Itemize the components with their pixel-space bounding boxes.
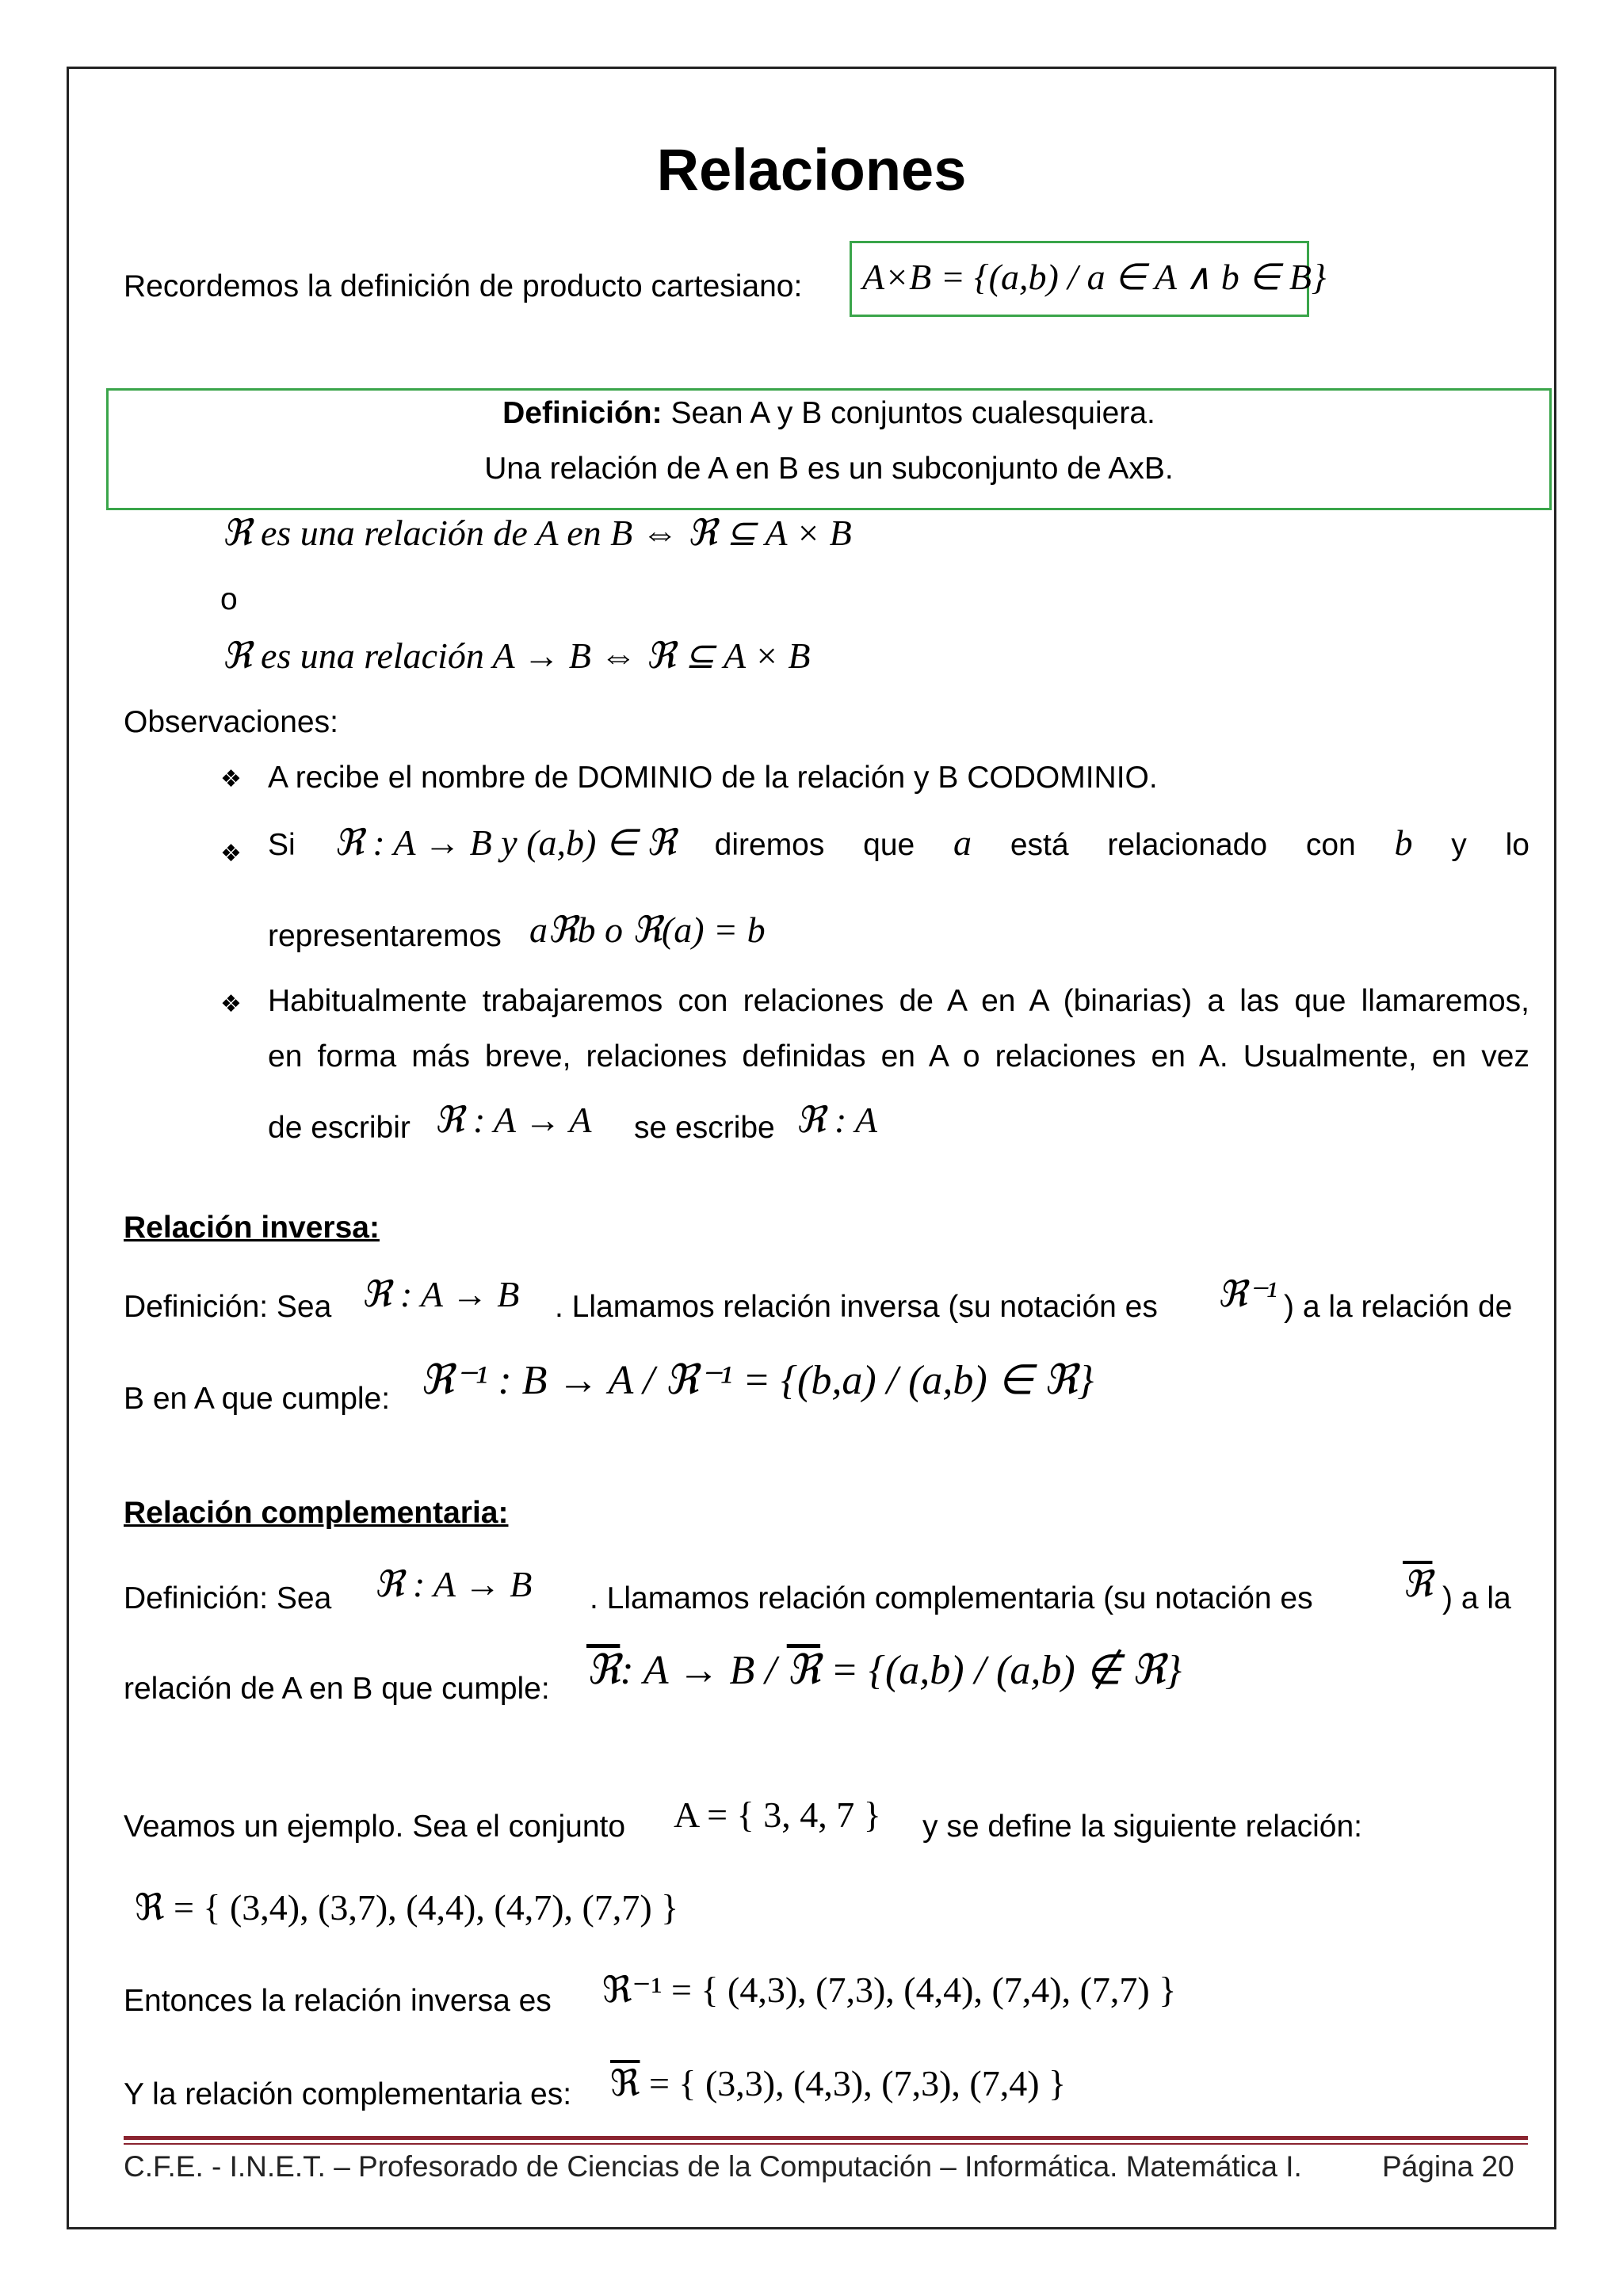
complement-symbol: ℜ: [586, 1648, 621, 1693]
inverse-line-1c: ) a la relación de: [1284, 1290, 1513, 1324]
observations-label: Observaciones:: [124, 705, 338, 739]
page-number: Página 20: [1382, 2150, 1514, 2183]
item2-word: está: [1010, 828, 1069, 862]
item3-line-1: Habitualmente trabajaremos con relaciones de A en A (binarias) a las que llamaremos,: [268, 984, 1529, 1018]
example-line-1a: Veamos un ejemplo. Sea el conjunto: [124, 1810, 626, 1844]
item2-word: que: [863, 828, 915, 862]
cartesian-formula: A×B = {(a,b) / a ∈ A ∧ b ∈ B}: [862, 257, 1327, 297]
bullet-icon: ❖: [220, 990, 242, 1018]
item2-word: relacionado: [1107, 828, 1268, 862]
complement-symbol: ℜ: [610, 2063, 640, 2103]
relation-def-formula-2: ℜ es una relación A → B ⇔ ℜ ⊆ A × B: [222, 635, 811, 676]
definition-line-1: [108, 396, 1550, 431]
inverse-symbol: ℜ⁻¹: [1217, 1274, 1277, 1314]
example-complement-text: Y la relación complementaria es:: [124, 2077, 572, 2111]
item2-var-b: b: [1394, 822, 1413, 863]
example-complement-formula: [610, 2061, 1066, 2104]
complement-formula-rest: = {(a,b) / (a,b) ∉ ℜ}: [820, 1648, 1182, 1693]
item2-word: con: [1305, 828, 1356, 862]
item2-word: y: [1451, 828, 1467, 862]
definition-text-1: Sean A y B conjuntos cualesquiera.: [670, 396, 1155, 430]
example-set-formula: A = { 3, 4, 7 }: [674, 1794, 881, 1835]
complement-formula-2: [586, 1646, 1182, 1694]
complement-heading: Relación complementaria:: [124, 1496, 509, 1530]
observation-item-1: A recibe el nombre de DOMINIO de la relación y B CODOMINIO.: [268, 761, 1158, 795]
bullet-icon: ❖: [220, 840, 242, 868]
page-title: Relaciones: [656, 137, 967, 203]
item3-line-2: en forma más breve, relaciones definidas en A o relaciones en A. Usualmente, en vez: [268, 1039, 1529, 1074]
footer-rule: [124, 2136, 1528, 2140]
example-line-1b: y se define la siguiente relación:: [922, 1810, 1363, 1844]
item3-line-3b: se escribe: [634, 1111, 775, 1145]
or-text: o: [220, 582, 238, 616]
item2-line-2-formula: aℜb o ℜ(a) = b: [529, 910, 766, 950]
complement-line-2a: relación de A en B que cumple:: [124, 1672, 550, 1706]
example-inverse-formula: ℜ⁻¹ = { (4,3), (7,3), (4,4), (7,4), (7,7) }: [602, 1970, 1177, 2010]
inverse-line-2a: B en A que cumple:: [124, 1382, 391, 1416]
relation-def-formula-1: ℜ es una relación de A en B ⇔ ℜ ⊆ A × B: [222, 513, 852, 553]
item3-formula-2: ℜ : A: [796, 1100, 878, 1140]
bullet-icon: ❖: [220, 765, 242, 793]
si-word: Si: [268, 828, 296, 862]
item2-formula: ℜ : A → B y (a,b) ∈ ℜ: [334, 822, 676, 863]
complement-line-1c: ) a la: [1442, 1581, 1511, 1615]
item2-line-2-text: representaremos: [268, 919, 502, 953]
item2-word: diremos: [714, 828, 825, 862]
complement-formula-1: ℜ : A → B: [374, 1564, 533, 1604]
observation-item-2-line-1: [268, 821, 1529, 864]
item3-formula-1: ℜ : A → A: [434, 1100, 592, 1140]
footer-text: C.F.E. - I.N.E.T. – Profesorado de Ciencias de la Computación – Informática. Matemática I.: [124, 2150, 1302, 2183]
inverse-line-1a: Definición: Sea: [124, 1290, 332, 1324]
item2-var-a: a: [953, 822, 972, 863]
inverse-formula-2: ℜ⁻¹ : B → A / ℜ⁻¹ = {(b,a) / (a,b) ∈ ℜ}: [420, 1358, 1094, 1403]
complement-symbol: ℜ: [1403, 1564, 1433, 1604]
complement-formula-mid: : A → B /: [620, 1648, 787, 1693]
example-inverse-text: Entonces la relación inversa es: [124, 1984, 552, 2018]
inverse-heading: Relación inversa:: [124, 1211, 380, 1245]
example-relation: ℜ = { (3,4), (3,7), (4,4), (4,7), (7,7) }: [135, 1887, 679, 1928]
complement-line-1b: . Llamamos relación complementaria (su notación es: [590, 1581, 1313, 1615]
item2-word: lo: [1505, 828, 1529, 862]
definition-label: Definición:: [502, 396, 663, 430]
intro-text: Recordemos la definición de producto cartesiano:: [124, 269, 803, 303]
complement-line-1a: Definición: Sea: [124, 1581, 332, 1615]
complement-symbol: ℜ: [786, 1648, 821, 1693]
inverse-formula-1: ℜ : A → B: [361, 1274, 520, 1314]
inverse-line-1b: . Llamamos relación inversa (su notación es: [555, 1290, 1158, 1324]
example-complement-set: = { (3,3), (4,3), (7,3), (7,4) }: [640, 2063, 1067, 2103]
definition-line-2: Una relación de A en B es un subconjunto de AxB.: [484, 452, 1174, 486]
item3-line-3a: de escribir: [268, 1111, 411, 1145]
footer-rule-thin: [124, 2143, 1528, 2145]
